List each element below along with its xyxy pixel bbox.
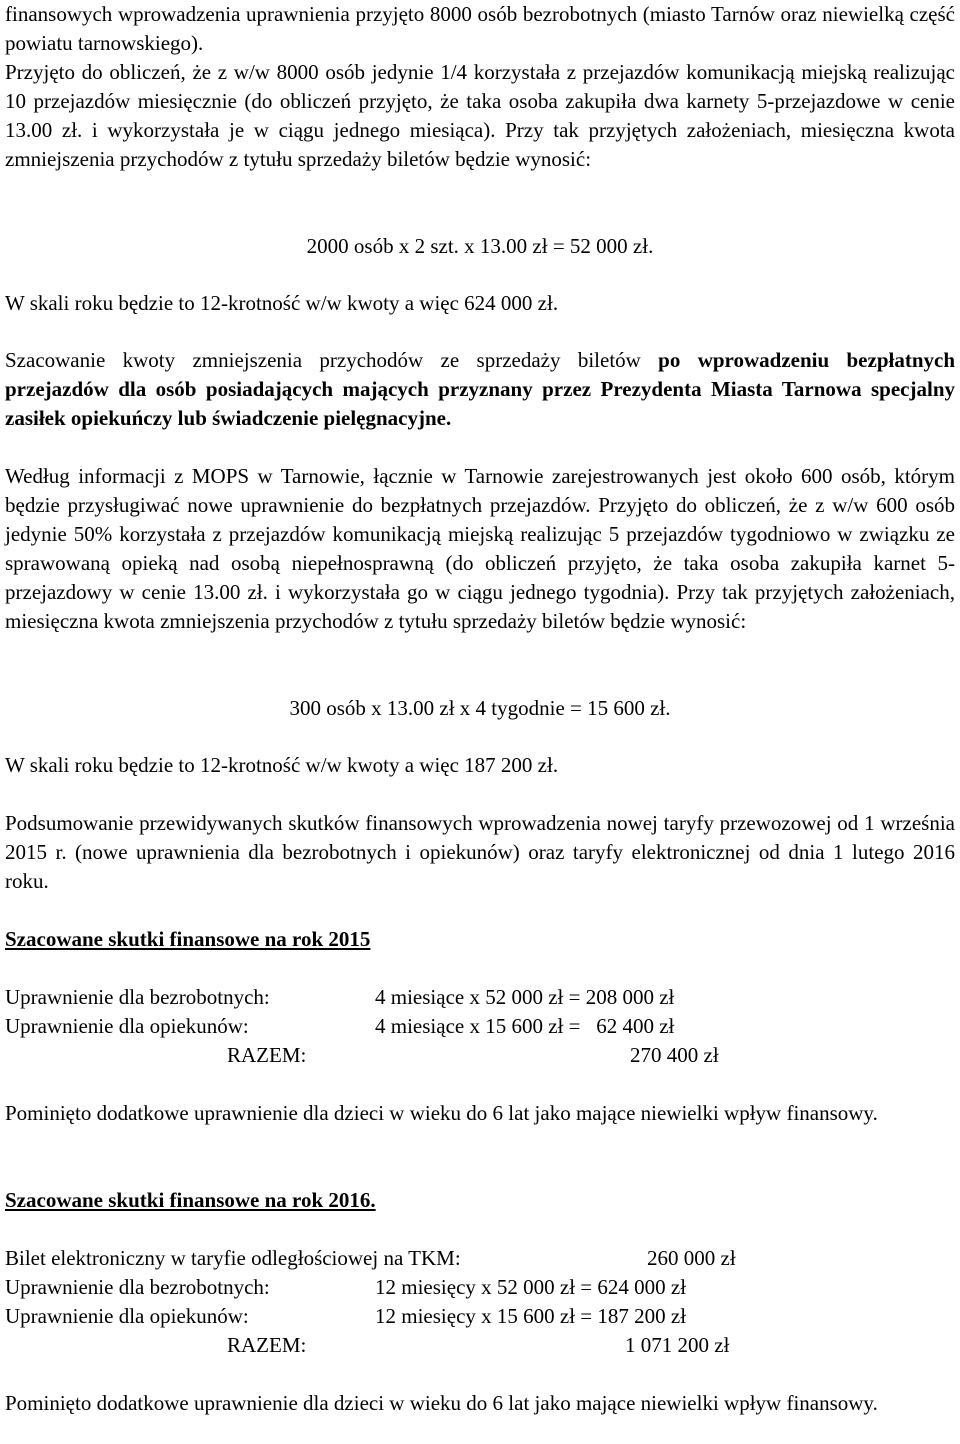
table-row-2015-unemployed <box>5 983 955 1012</box>
caregivers-heading-normal: Szacowanie kwoty zmniejszenia przychodów ze sprzedaży biletów <box>5 348 659 372</box>
table-row-2016-caregivers <box>5 1302 955 1331</box>
row-value: 4 miesiące x 52 000 zł = 208 000 zł <box>375 985 675 1009</box>
note-2016: Pominięto dodatkowe uprawnienie dla dzieci w wieku do 6 lat jako mające niewielki wpływ finansowy. <box>5 1391 878 1415</box>
row-label: Uprawnienie dla opiekunów: <box>5 1304 249 1328</box>
row-label: RAZEM: <box>227 1333 307 1357</box>
note-2015: Pominięto dodatkowe uprawnienie dla dzieci w wieku do 6 lat jako mające niewielki wpływ finansowy. <box>5 1101 878 1125</box>
table-row-2016-unemployed <box>5 1273 955 1302</box>
yearly-caregivers: W skali roku będzie to 12-krotność w/w kwoty a więc 187 200 zł. <box>5 753 559 777</box>
heading-2015: Szacowane skutki finansowe na rok 2015 <box>5 927 371 951</box>
row-value: 4 miesiące x 15 600 zł = 62 400 zł <box>375 1014 675 1038</box>
caregivers-heading-bold: po wprowadzeniu bezpłatnych przejazdów dla osób posiadających mających przyznany przez Prezydenta Miasta Tarnowa specjalny zasiłek opiekuńczy lub świadczenie pielęgnacyjne. <box>5 348 956 430</box>
table-row-2015-total <box>5 1041 955 1070</box>
row-value: 12 miesięcy x 15 600 zł = 187 200 zł <box>375 1304 687 1328</box>
row-value: 12 miesięcy x 52 000 zł = 624 000 zł <box>375 1275 687 1299</box>
table-row-2016-total <box>5 1331 955 1360</box>
row-label: RAZEM: <box>227 1043 307 1067</box>
paragraph-caregivers-assumptions: Według informacji z MOPS w Tarnowie, łącznie w Tarnowie zarejestrowanych jest około 600 osób, którym będzie przysługiwać nowe uprawnienie do bezpłatnych przejazdów. Przyjęto do obliczeń, że z w/w 600 osób jedynie 50% korzystała z przejazdów komunikacją miejską realizując 5 przejazdów tygodniowo w związku ze sprawowaną opieką nad osobą niepełnosprawną (do obliczeń przyjęto, że taka osoba zakupiła karnet 5-przejazdowy w cenie 13.00 zł. i wykorzystała go w ciągu jednego tygodnia). Przy tak przyjętych założeniach, miesięczna kwota zmniejszenia przychodów z tytułu sprzedaży biletów będzie wynosić: <box>5 464 955 633</box>
row-label: Uprawnienie dla opiekunów: <box>5 1014 249 1038</box>
calculation-caregivers: 300 osób x 13.00 zł x 4 tygodnie = 15 600 zł. <box>289 696 671 720</box>
row-label: Uprawnienie dla bezrobotnych: <box>5 985 270 1009</box>
paragraph-intro: finansowych wprowadzenia uprawnienia przyjęto 8000 osób bezrobotnych (miasto Tarnów oraz niewielką część powiatu tarnowskiego). <box>5 2 955 55</box>
row-value: 260 000 zł <box>647 1246 736 1270</box>
yearly-unemployed: W skali roku będzie to 12-krotność w/w kwoty a więc 624 000 zł. <box>5 291 559 315</box>
paragraph-unemployed-assumptions: Przyjęto do obliczeń, że z w/w 8000 osób jedynie 1/4 korzystała z przejazdów komunikacją miejską realizując 10 przejazdów miesięcznie (do obliczeń przyjęto, że taka osoba zakupiła dwa karnety 5-przejazdowe w cenie 13.00 zł. i wykorzystała je w ciągu jednego miesiąca). Przy tak przyjętych założeniach, miesięczna kwota zmniejszenia przychodów z tytułu sprzedaży biletów będzie wynosić: <box>5 60 955 171</box>
row-label: Uprawnienie dla bezrobotnych: <box>5 1275 270 1299</box>
table-row-2015-caregivers <box>5 1012 955 1041</box>
row-value: 1 071 200 zł <box>625 1333 730 1357</box>
table-row-2016-ticket <box>5 1244 955 1273</box>
row-label: Bilet elektroniczny w taryfie odległościowej na TKM: <box>5 1246 461 1270</box>
row-value: 270 400 zł <box>630 1043 719 1067</box>
heading-2016: Szacowane skutki finansowe na rok 2016. <box>5 1188 376 1212</box>
paragraph-summary: Podsumowanie przewidywanych skutków finansowych wprowadzenia nowej taryfy przewozowej od 1 września 2015 r. (nowe uprawnienia dla bezrobotnych i opiekunów) oraz taryfy elektronicznej od dnia 1 lutego 2016 roku. <box>5 811 955 893</box>
calculation-unemployed: 2000 osób x 2 szt. x 13.00 zł = 52 000 zł. <box>306 234 654 258</box>
paragraph-caregivers-heading <box>5 346 955 433</box>
